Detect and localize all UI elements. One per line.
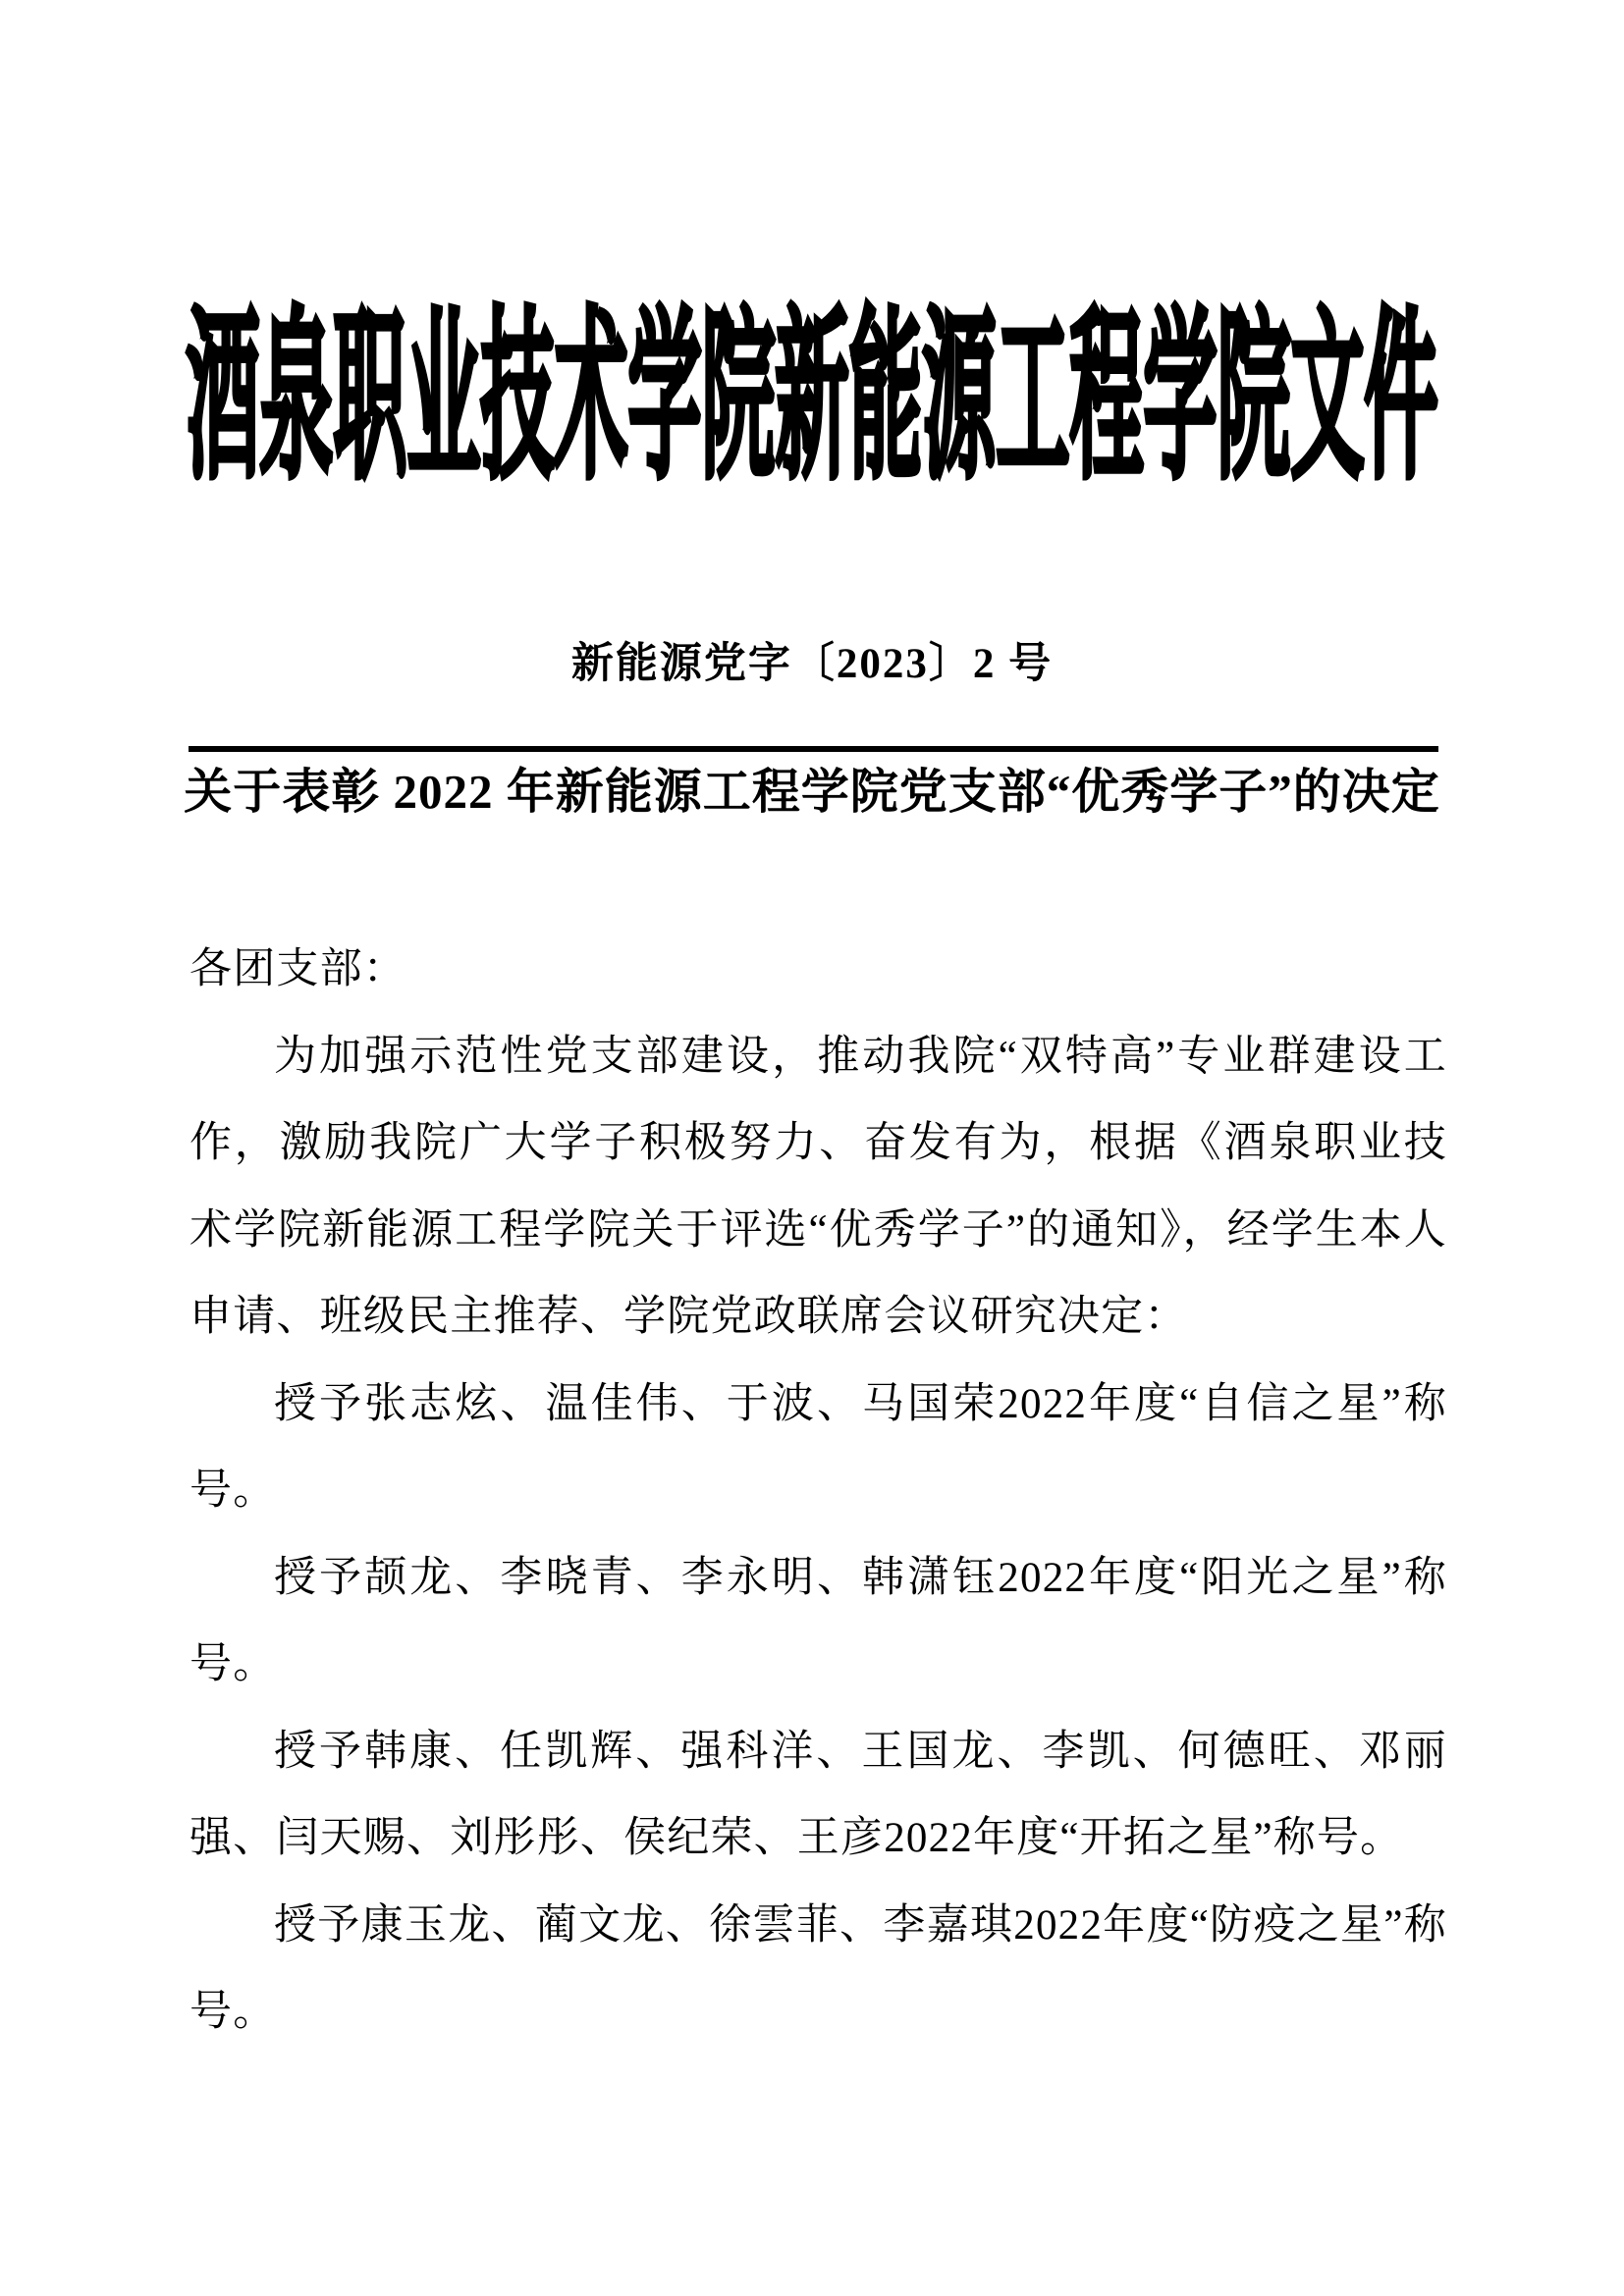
masthead [0,298,1624,503]
salutation: 各团支部： [189,946,406,992]
paragraph-confidence-star: 授予张志炫、温佳伟、于波、马国荣2022年度“自信之星”称号。 [189,1380,1447,1514]
subject-title: 关于表彰 2022 年新能源工程学院党支部“优秀学子”的决定 [184,765,1440,819]
paragraph-pioneer-star: 授予韩康、任凯辉、强科洋、王国龙、李凯、何德旺、邓丽强、闫天赐、刘彤彤、侯纪荣、王彦2022年度“开拓之星”称号。 [189,1728,1447,1861]
doc-number: 新能源党字〔2023〕2 号 [570,641,1054,687]
issuer-title: 酒泉职业技术学院新能源工程学院文件 [186,298,1438,503]
paragraph-epidemic-prevention-star: 授予康玉龙、蔺文龙、徐雲菲、李嘉琪2022年度“防疫之星”称号。 [189,1901,1447,2035]
paragraph-preamble: 为加强示范性党支部建设，推动我院“双特高”专业群建设工作，激励我院广大学子积极努力、奋发有为，根据《酒泉职业技术学院新能源工程学院关于评选“优秀学子”的通知》，经学生本人申请、班级民主推荐、学院党政联席会议研究决定： [189,1033,1447,1340]
separator-rule [189,746,1438,752]
paragraph-sunshine-star: 授予颉龙、李晓青、李永明、韩潇钰2022年度“阳光之星”称号。 [189,1554,1447,1687]
document-body [189,927,1447,2056]
